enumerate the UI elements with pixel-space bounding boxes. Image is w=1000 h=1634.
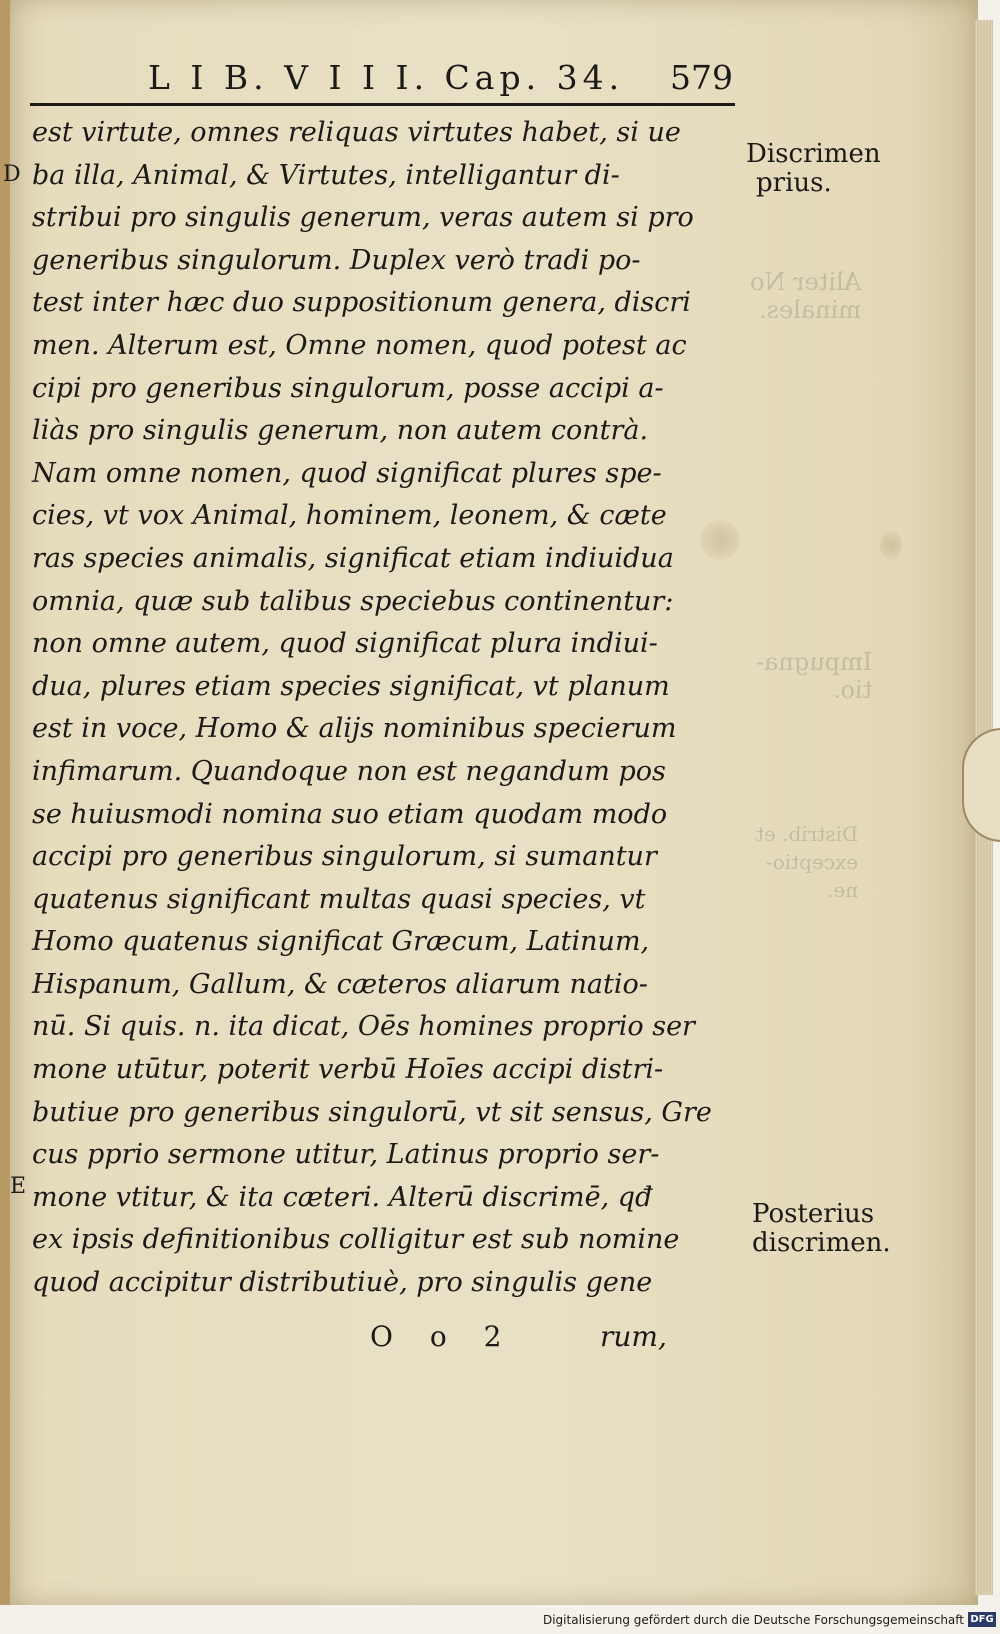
text-line: mone vtitur, & ita cæteri. Alterū discrimē, qđ xyxy=(32,1181,653,1213)
text-line: stribui pro singulis generum, veras autem si pro xyxy=(32,202,694,234)
sidenote-posterius-discrimen xyxy=(752,1200,891,1258)
show-through-text: Distrib. et exceptio- ne. xyxy=(756,822,859,902)
dfg-logo: DFG xyxy=(968,1612,996,1627)
text-line: dua, plures etiam species significat, vt planum xyxy=(32,670,670,702)
running-title: L I B. V I I I. Cap. 34. xyxy=(148,58,625,97)
text-line: Hispanum, Gallum, & cæteros aliarum natio- xyxy=(32,968,648,1000)
text-line: omnia, quæ sub talibus speciebus continentur: xyxy=(32,585,674,617)
text-line: liàs pro singulis generum, non autem contrà. xyxy=(32,415,649,447)
margin-marker-e: E xyxy=(10,1174,27,1199)
running-header xyxy=(30,58,735,104)
show-through-text: Impugna- tio. xyxy=(756,648,873,704)
text-line: infimarum. Quandoque non est negandum pos xyxy=(32,755,666,787)
text-line: accipi pro generibus singulorum, si sumantur xyxy=(32,841,657,873)
signature-mark: O o 2 xyxy=(370,1320,516,1353)
paper-stain xyxy=(880,530,902,560)
digitization-footer xyxy=(0,1608,1000,1634)
text-line: cipi pro generibus singulorum, posse accipi a- xyxy=(32,372,664,404)
text-line: Homo quatenus significat Græcum, Latinum, xyxy=(32,926,650,958)
sidenote-line: discrimen. xyxy=(752,1228,891,1258)
catchword: rum, xyxy=(600,1320,667,1353)
text-line: cies, vt vox Animal, hominem, leonem, & cæte xyxy=(32,500,667,532)
text-line: quod accipitur distributiuè, pro singulis gene xyxy=(32,1267,653,1299)
text-line: ex ipsis definitionibus colligitur est sub nomine xyxy=(32,1224,680,1256)
header-rule xyxy=(30,103,735,106)
text-line: nū. Si quis. n. ita dicat, Oēs homines proprio ser xyxy=(32,1011,695,1043)
text-line: quatenus significant multas quasi species, vt xyxy=(32,883,646,915)
page-number: 579 xyxy=(670,58,733,97)
text-line: ba illa, Animal, & Virtutes, intelligantur di- xyxy=(32,159,620,191)
main-text-block xyxy=(32,112,737,1305)
text-line: cus pprio sermone utitur, Latinus proprio ser- xyxy=(32,1139,660,1171)
footer-credit: Digitalisierung gefördert durch die Deutsche Forschungsgemeinschaft xyxy=(542,1613,964,1627)
sidenote-line: Posterius xyxy=(752,1199,875,1229)
text-line: generibus singulorum. Duplex verò tradi po- xyxy=(32,244,641,276)
sidenote-discrimen-prius xyxy=(746,140,881,198)
text-line: ras species animalis, significat etiam indiuidua xyxy=(32,542,674,574)
text-line: Nam omne nomen, quod significat plures spe- xyxy=(32,457,662,489)
text-line: se huiusmodi nomina suo etiam quodam modo xyxy=(32,798,668,830)
margin-marker-d: D xyxy=(3,162,21,187)
text-line: est virtute, omnes reliquas virtutes habet, si ue xyxy=(32,117,681,148)
sidenote-line: prius. xyxy=(756,168,832,198)
text-line: est in voce, Homo & alijs nominibus specierum xyxy=(32,713,677,745)
text-line: butiue pro generibus singulorū, vt sit sensus, Gre xyxy=(32,1096,712,1128)
text-line: men. Alterum est, Omne nomen, quod potest ac xyxy=(32,329,687,361)
text-line: non omne autem, quod significat plura indiui- xyxy=(32,628,658,660)
text-line: mone utūtur, poterit verbū Hoīes accipi distri- xyxy=(32,1054,664,1086)
text-line: test inter hæc duo suppositionum genera, discri xyxy=(32,287,691,319)
sidenote-line: Discrimen xyxy=(746,139,881,169)
show-through-text: Aliter No minales. xyxy=(750,268,862,324)
